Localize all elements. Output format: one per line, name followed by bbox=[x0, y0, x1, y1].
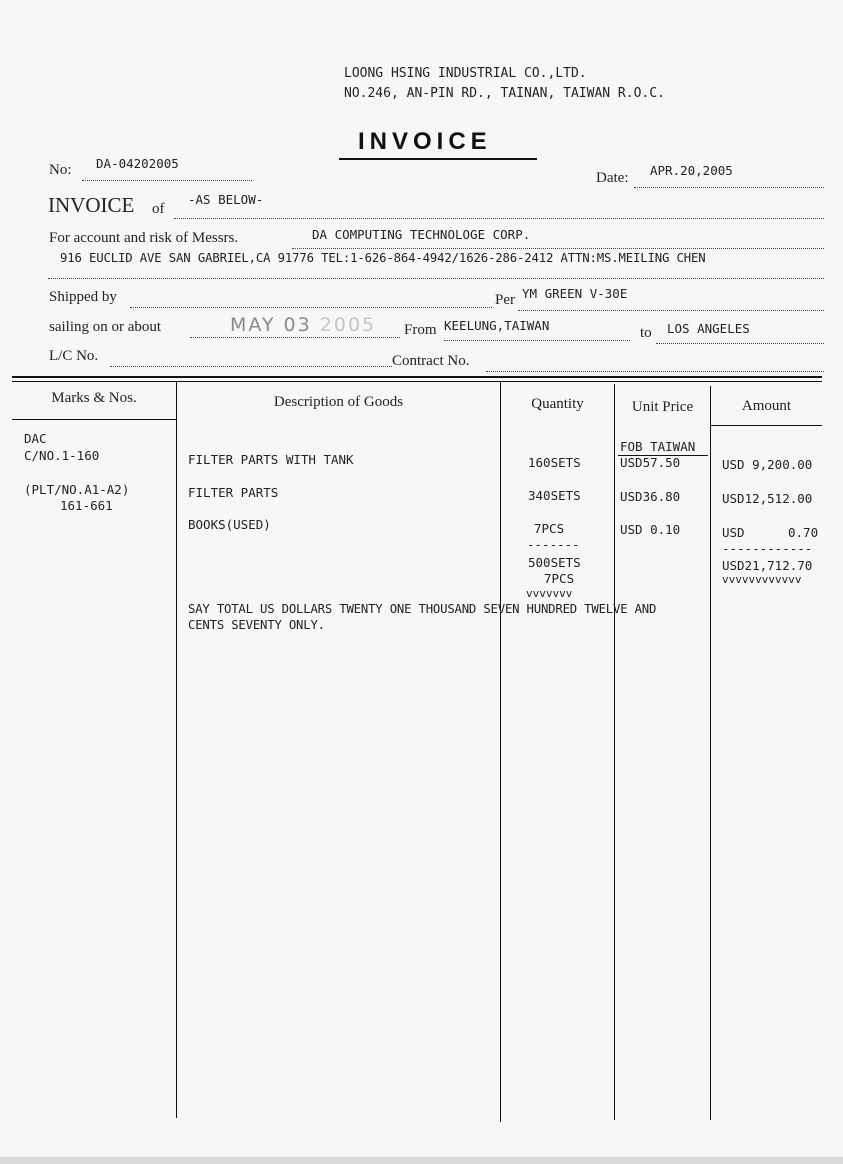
sailing-stamp: MAY 03 2005 bbox=[230, 314, 377, 336]
quantity-separator: ------- bbox=[527, 537, 580, 552]
column-divider-3 bbox=[614, 384, 615, 1120]
from-line bbox=[444, 340, 630, 341]
item-quantity: 160SETS bbox=[528, 455, 581, 470]
header-bottom-rule-amount bbox=[710, 425, 822, 426]
to-value: LOS ANGELES bbox=[667, 321, 750, 336]
column-divider-4 bbox=[710, 386, 711, 1120]
account-label: For account and risk of Messrs. bbox=[49, 230, 239, 246]
scan-edge bbox=[0, 1157, 843, 1164]
document-title: INVOICE bbox=[358, 128, 492, 155]
item-quantity: 7PCS bbox=[534, 521, 565, 536]
marks-line: (PLT/NO.A1-A2) bbox=[24, 482, 130, 497]
column-divider-1 bbox=[176, 382, 177, 1118]
total-quantity-sets: 500SETS bbox=[528, 555, 581, 570]
sailing-label: sailing on or about bbox=[49, 319, 162, 335]
date-label: Date: bbox=[596, 170, 629, 186]
company-address: NO.246, AN-PIN RD., TAINAN, TAIWAN R.O.C. bbox=[344, 86, 665, 101]
per-value: YM GREEN V-30E bbox=[522, 286, 628, 301]
to-line bbox=[656, 343, 824, 344]
amount-in-words-line-2: CENTS SEVENTY ONLY. bbox=[188, 618, 325, 632]
shipped-by-label: Shipped by bbox=[49, 289, 117, 305]
price-terms: FOB TAIWAN bbox=[620, 439, 696, 454]
account-value: DA COMPUTING TECHNOLOGE CORP. bbox=[312, 227, 531, 242]
item-description: FILTER PARTS WITH TANK bbox=[188, 452, 354, 467]
from-label: From bbox=[404, 322, 437, 338]
contract-no-label: Contract No. bbox=[392, 353, 470, 369]
shipped-by-line bbox=[130, 307, 492, 308]
invoice-of-label: INVOICE bbox=[48, 193, 135, 217]
column-header-quantity: Quantity bbox=[531, 396, 584, 412]
lc-no-label: L/C No. bbox=[49, 348, 99, 364]
amount-in-words-line-1: SAY TOTAL US DOLLARS TWENTY ONE THOUSAND SEVEN HUNDRED TWELVE AND bbox=[188, 602, 657, 616]
customer-address: 916 EUCLID AVE SAN GABRIEL,CA 91776 TEL:1-626-864-4942/1626-286-2412 ATTN:MS.MEILING CHEN bbox=[60, 251, 706, 265]
table-top-rule bbox=[12, 376, 822, 378]
company-name: LOONG HSING INDUSTRIAL CO.,LTD. bbox=[344, 66, 587, 81]
item-amount: USD 9,200.00 bbox=[722, 457, 813, 472]
item-unit-price: USD 0.10 bbox=[620, 522, 681, 537]
item-quantity: 340SETS bbox=[528, 488, 581, 503]
column-header-description: Description of Goods bbox=[273, 394, 404, 410]
item-amount-value: 0.70 bbox=[788, 525, 819, 540]
quantity-check-marks: vvvvvvv bbox=[526, 587, 573, 600]
invoice-of-line bbox=[174, 218, 824, 219]
amount-check-marks: vvvvvvvvvvvv bbox=[722, 573, 802, 586]
item-unit-price: USD57.50 bbox=[620, 455, 681, 470]
per-line bbox=[518, 310, 824, 311]
contract-no-line bbox=[486, 371, 824, 372]
marks-line: C/NO.1-160 bbox=[24, 448, 100, 463]
title-underline bbox=[339, 158, 537, 160]
item-amount-currency: USD bbox=[722, 525, 745, 540]
from-value: KEELUNG,TAIWAN bbox=[444, 318, 550, 333]
marks-line: 161-661 bbox=[60, 498, 113, 513]
marks-line: DAC bbox=[24, 431, 47, 446]
address-line bbox=[48, 278, 824, 279]
table-top-rule-thin bbox=[12, 381, 822, 382]
item-description: FILTER PARTS bbox=[188, 485, 279, 500]
column-header-amount: Amount bbox=[741, 398, 792, 414]
header-bottom-rule-marks bbox=[12, 419, 177, 420]
of-label: of bbox=[152, 201, 165, 217]
date-value: APR.20,2005 bbox=[650, 163, 733, 178]
item-amount: USD12,512.00 bbox=[722, 491, 813, 506]
invoice-no-value: DA-04202005 bbox=[96, 156, 179, 171]
total-quantity-pcs: 7PCS bbox=[544, 571, 575, 586]
per-label: Per bbox=[495, 292, 515, 308]
column-divider-2 bbox=[500, 382, 501, 1122]
amount-separator: ------------ bbox=[722, 541, 813, 556]
date-line bbox=[634, 187, 824, 188]
invoice-no-label: No: bbox=[49, 162, 72, 178]
item-description: BOOKS(USED) bbox=[188, 517, 271, 532]
column-header-unit-price: Unit Price bbox=[631, 399, 694, 415]
invoice-of-value: -AS BELOW- bbox=[188, 192, 264, 207]
account-line bbox=[292, 248, 824, 249]
total-amount: USD21,712.70 bbox=[722, 558, 813, 573]
lc-no-line bbox=[110, 366, 392, 367]
column-header-marks: Marks & Nos. bbox=[51, 390, 137, 406]
invoice-no-line bbox=[82, 180, 252, 181]
to-label: to bbox=[640, 325, 652, 341]
item-unit-price: USD36.80 bbox=[620, 489, 681, 504]
sailing-line bbox=[190, 337, 400, 338]
